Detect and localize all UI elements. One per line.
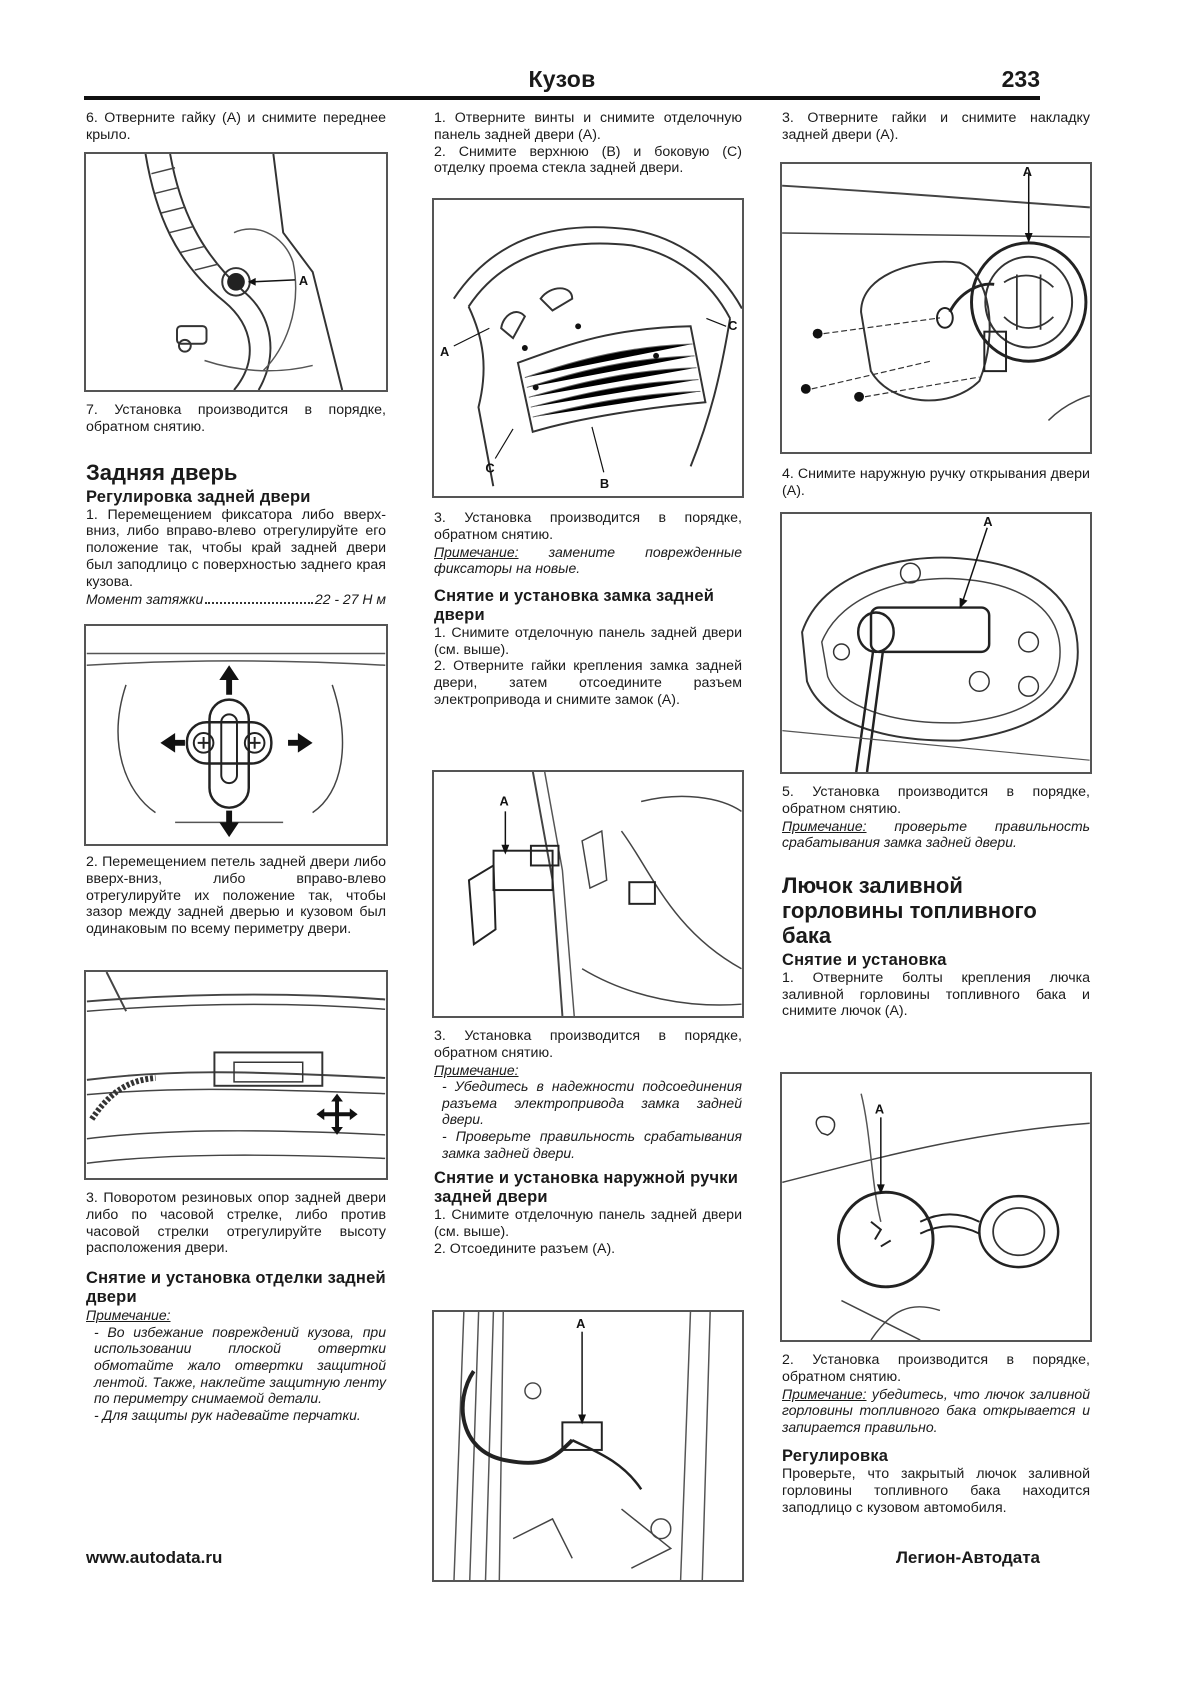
- door-lock-illustration: [434, 772, 742, 1016]
- note-label: Примечание:: [86, 1307, 171, 1324]
- fuel-lid-illustration: [782, 1074, 1090, 1340]
- svg-text:C: C: [728, 318, 738, 334]
- note-text: убедитесь, что лючок заливной горловины топливного бака открывается и запирается правильно.: [782, 1385, 1090, 1435]
- section-title-rear-door: Задняя дверь: [86, 459, 238, 485]
- subsection-title-handle: Снятие и установка наружной ручки задней двери: [434, 1169, 739, 1207]
- adjust-step-1-text: 1. Перемещением фиксатора либо вверх-вниз, либо вправо-влево отрегулируйте его положение так, чтобы край задней двери был заподлицо с поверхностью заднего края кузова.: [86, 506, 386, 590]
- svg-text:A: A: [874, 1101, 885, 1117]
- column-3-fuel-adjust: [782, 1352, 1090, 1517]
- striker-adjust-illustration: [86, 626, 386, 844]
- subsection-title-fuel-remove: Снятие и установка: [782, 950, 947, 969]
- header-rule: [84, 96, 1040, 100]
- adjust-step-3-text: 3. Поворотом резиновых опор задней двери либо по часовой стрелке, либо против часовой стрелки отрегулируйте высоту расположения двери.: [86, 1190, 386, 1257]
- fuel-note: [782, 1386, 1090, 1436]
- page-number: 233: [1001, 66, 1040, 92]
- page-header: [84, 64, 1040, 100]
- handle-step-1-text: 1. Снимите отделочную панель задней двери (см. выше).: [434, 1207, 742, 1240]
- note-label: Примечание:: [782, 1385, 867, 1402]
- trim-step-2-text: 2. Снимите верхнюю (В) и боковую (С) отделку проема стекла задней двери.: [434, 143, 742, 177]
- torque-value: 22 - 27 Н м: [314, 590, 386, 607]
- column-3: [782, 110, 1090, 144]
- torque-leader-dots: [205, 591, 313, 604]
- column-3-step-4: [782, 466, 1090, 500]
- column-3-fuel-section: [782, 784, 1090, 1020]
- figure-door-garnish: [780, 162, 1092, 454]
- torque-label: Момент затяжки: [86, 590, 204, 607]
- lock-step-3-text: 3. Установка производится в порядке, обратном снятию.: [434, 1028, 742, 1061]
- svg-text:C: C: [485, 460, 495, 476]
- handle-step-4-text: 4. Снимите наружную ручку открывания двери (А).: [782, 466, 1090, 499]
- footer-publisher: Легион-Автодата: [895, 1548, 1040, 1567]
- section-title-fuel-lid: Лючок заливной горловины топливного бака: [782, 872, 1037, 948]
- subsection-title-fuel-adjust: Регулировка: [782, 1447, 889, 1466]
- fuel-step-1-text: 1. Отверните болты крепления лючка заливной горловины топливного бака и снимите лючок (А).: [782, 969, 1090, 1020]
- figure-rubber-stops: [84, 970, 388, 1180]
- note-label: Примечание:: [782, 817, 867, 834]
- figure-fuel-lid: [780, 1072, 1092, 1342]
- figure-door-lock: [432, 770, 744, 1018]
- svg-text:A: A: [298, 272, 309, 288]
- column-1-step-2: [86, 854, 386, 938]
- note-label: Примечание:: [434, 543, 519, 560]
- column-1: [86, 110, 386, 144]
- figure-striker-adjust: [84, 624, 388, 846]
- lock-note-item-2: - Проверьте правильность срабатывания замка задней двери.: [442, 1127, 742, 1161]
- column-2-handle-section: [434, 1028, 742, 1258]
- rubber-stops-illustration: [86, 972, 386, 1178]
- subsection-title-adjust: Регулировка задней двери: [86, 487, 311, 506]
- trim-step-1-text: 1. Отверните винты и снимите отделочную панель задней двери (А).: [434, 110, 742, 143]
- fuel-adjust-text: Проверьте, что закрытый лючок заливной горловины топливного бака находится заподлицо с кузовом автомобиля.: [782, 1466, 1090, 1516]
- figure-trim-panel: [432, 198, 744, 498]
- handle-step-3-text: 3. Отверните гайки и снимите накладку задней двери (А).: [782, 110, 1090, 143]
- torque-spec: [86, 591, 386, 608]
- lock-step-1-text: 1. Снимите отделочную панель задней двери (см. выше).: [434, 624, 742, 658]
- svg-text:A: A: [499, 793, 509, 809]
- subsection-title-trim: Снятие и установка отделки задней двери: [86, 1269, 386, 1307]
- column-1-trim-section: [86, 1190, 386, 1423]
- chapter-title: Кузов: [528, 66, 596, 92]
- footer-website: www.autodata.ru: [86, 1548, 223, 1567]
- fuel-step-2-text: 2. Установка производится в порядке, обратном снятию.: [782, 1352, 1090, 1385]
- svg-text:A: A: [1022, 164, 1033, 179]
- trim-panel-illustration: [434, 200, 742, 496]
- lock-note: [434, 1062, 742, 1079]
- trim-fastener-note: [434, 544, 742, 577]
- handle-note: [782, 818, 1090, 851]
- step-6-text: 6. Отверните гайку (А) и снимите переднее крыло.: [86, 110, 386, 143]
- handle-step-5-text: 5. Установка производится в порядке, обратном снятию.: [782, 784, 1090, 817]
- lock-note-item-1: - Убедитесь в надежности подсоединения разъема электропривода замка задней двери.: [442, 1078, 742, 1128]
- note-text: проверьте правильность срабатывания замка задней двери.: [782, 817, 1090, 851]
- fender-nut-illustration: [86, 154, 386, 390]
- adjust-step-2-text: 2. Перемещением петель задней двери либо вверх-вниз, либо вправо-влево отрегулируйте их положение так, чтобы зазор между задней дверью и кузовом был одинаковым по всему периметру двери.: [86, 854, 386, 938]
- column-2-lock-section: [434, 510, 742, 709]
- column-1-section-rear-door: [86, 402, 386, 608]
- svg-text:B: B: [599, 476, 610, 492]
- figure-handle-connector: [432, 1310, 744, 1582]
- trim-note-item-1: - Во избежание повреждений кузова, при использовании плоской отвертки обмотайте жало отвертки защитной лентой. Также, наклейте защитную ленту по периметру снимаемой детали.: [94, 1323, 386, 1407]
- svg-text:A: A: [983, 514, 993, 529]
- column-2: [434, 110, 742, 177]
- step-7-text: 7. Установка производится в порядке, обратном снятию.: [86, 402, 386, 435]
- svg-text:A: A: [440, 343, 450, 359]
- trim-note-item-2: - Для защиты рук надевайте перчатки.: [94, 1406, 361, 1423]
- figure-fender-nut: [84, 152, 388, 392]
- note-text: замените поврежденные фиксаторы на новые.: [434, 543, 742, 577]
- note-label: Примечание:: [434, 1061, 519, 1078]
- subsection-title-lock: Снятие и установка замка задней двери: [434, 586, 715, 624]
- handle-step-2-text: 2. Отсоедините разъем (А).: [434, 1240, 616, 1257]
- trim-note: [86, 1307, 386, 1324]
- figure-outside-handle: [780, 512, 1092, 774]
- lock-step-2-text: 2. Отверните гайки крепления замка задней двери, затем отсоедините разъем электропривода и снимите замок (А).: [434, 658, 742, 708]
- svg-text:A: A: [576, 1315, 586, 1331]
- outside-handle-illustration: [782, 514, 1090, 772]
- door-garnish-illustration: [782, 164, 1090, 452]
- handle-connector-illustration: [434, 1312, 742, 1580]
- trim-step-3-text: 3. Установка производится в порядке, обратном снятию.: [434, 510, 742, 543]
